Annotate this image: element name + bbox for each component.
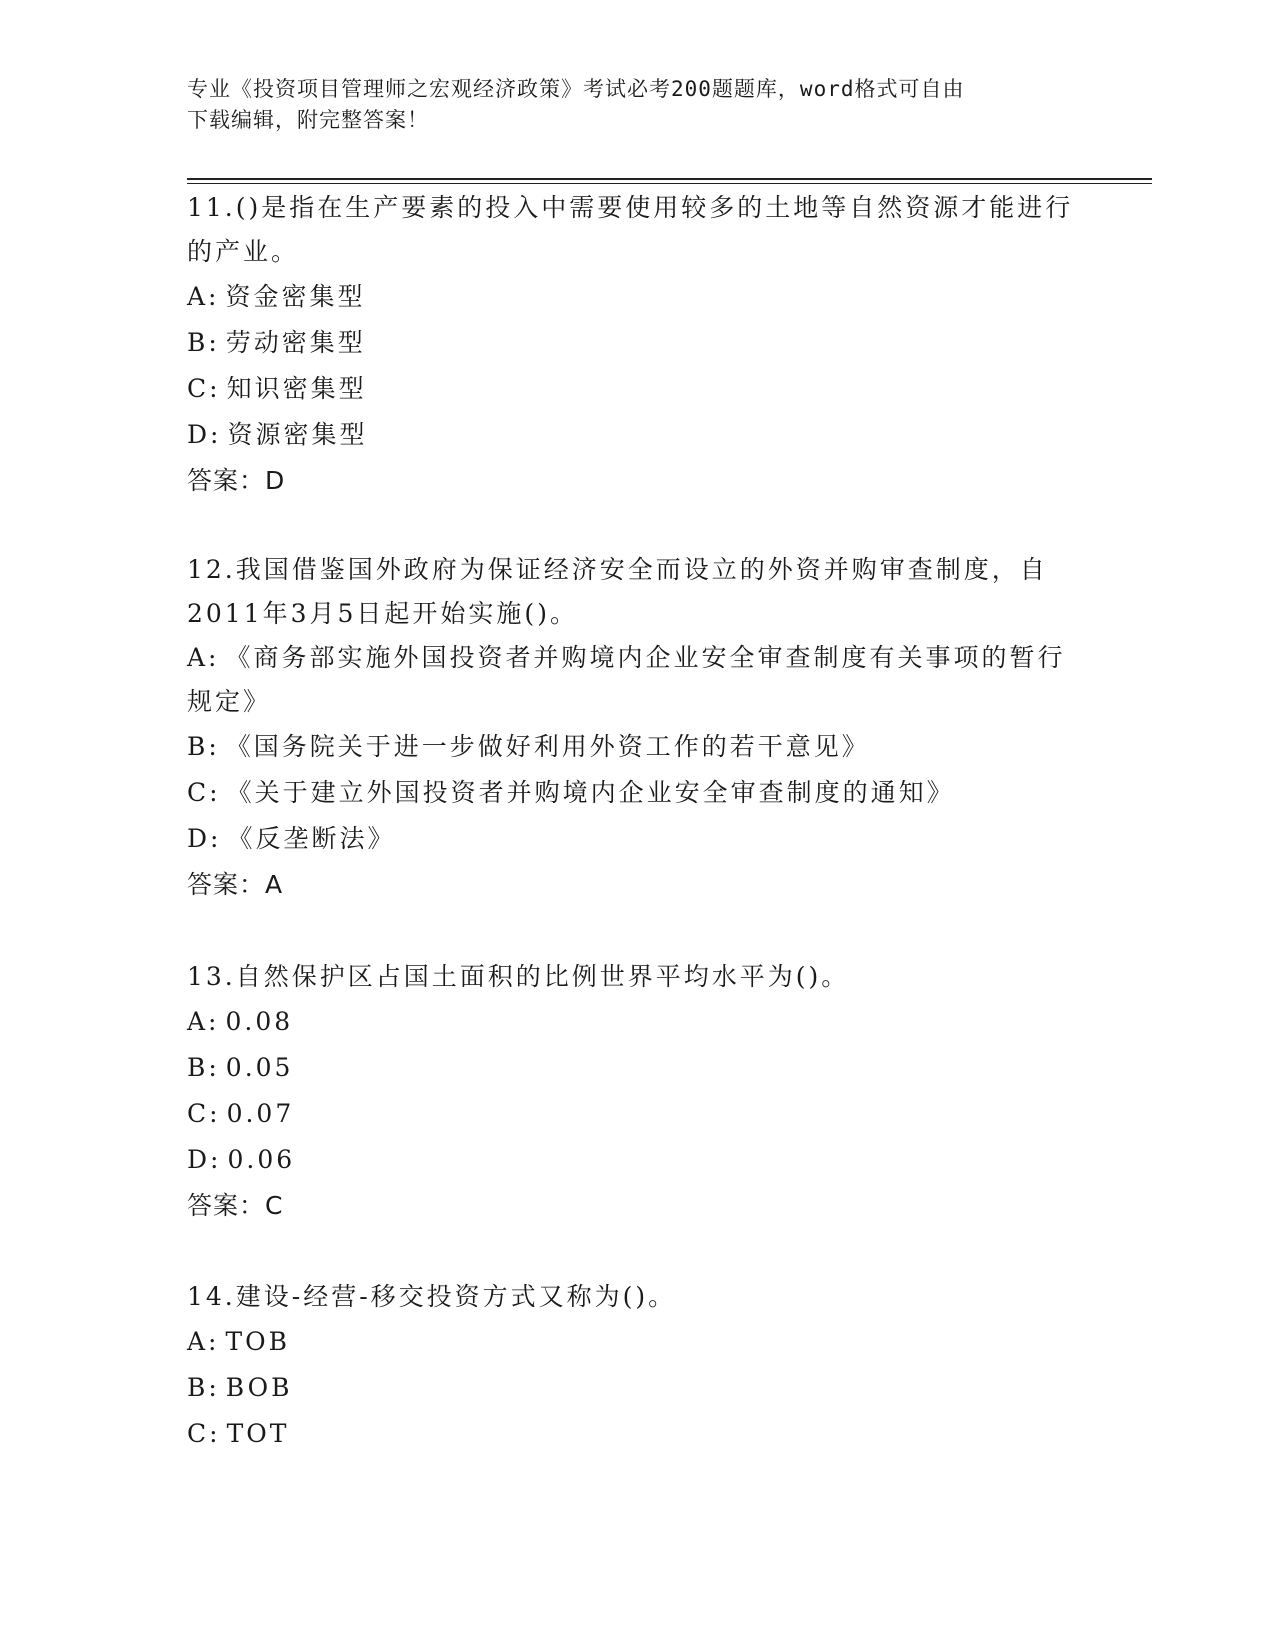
option-label: B: bbox=[187, 328, 220, 357]
option-c bbox=[187, 770, 1087, 816]
option-label: B: bbox=[187, 732, 220, 761]
option-text: 《关于建立外国投资者并购境内企业安全审查制度的通知》 bbox=[226, 778, 955, 807]
header-divider-bottom bbox=[187, 183, 1152, 184]
option-label: C: bbox=[187, 778, 221, 807]
option-c bbox=[187, 1411, 1087, 1457]
question-stem: 12.我国借鉴国外政府为保证经济安全而设立的外资并购审查制度，自2011年3月5日起开始实施()。 bbox=[187, 555, 1048, 628]
header-line-1: 专业《投资项目管理师之宏观经济政策》考试必考200题题库，word格式可自由 bbox=[187, 77, 965, 101]
option-b bbox=[187, 1365, 1087, 1411]
question-stem: 13.自然保护区占国土面积的比例世界平均水平为()。 bbox=[187, 962, 850, 991]
question-block bbox=[187, 955, 1087, 1229]
option-b bbox=[187, 1045, 1087, 1091]
option-label: A: bbox=[187, 1327, 220, 1356]
option-text: 0.05 bbox=[225, 1053, 294, 1082]
option-text: 知识密集型 bbox=[226, 374, 367, 403]
answer: 答案：D bbox=[187, 466, 286, 495]
option-text: TOT bbox=[226, 1419, 290, 1448]
option-label: D: bbox=[187, 420, 222, 449]
option-label: D: bbox=[187, 824, 222, 853]
option-d bbox=[187, 412, 1087, 458]
option-d bbox=[187, 1137, 1087, 1183]
option-text: 《国务院关于进一步做好利用外资工作的若干意见》 bbox=[225, 732, 870, 761]
option-a bbox=[187, 274, 1087, 320]
question-block bbox=[187, 186, 1087, 504]
question-block bbox=[187, 548, 1087, 908]
header-divider-top bbox=[187, 178, 1152, 180]
option-b bbox=[187, 320, 1087, 366]
header-line-2: 下载编辑，附完整答案！ bbox=[187, 108, 429, 132]
option-text: 0.08 bbox=[225, 1007, 294, 1036]
document-header bbox=[187, 74, 1087, 136]
option-label: A: bbox=[187, 1007, 220, 1036]
option-text: 0.07 bbox=[226, 1099, 295, 1128]
option-text: 《反垄断法》 bbox=[227, 824, 396, 853]
option-label: C: bbox=[187, 374, 221, 403]
option-a bbox=[187, 1319, 1087, 1365]
option-a bbox=[187, 999, 1087, 1045]
option-text: 资金密集型 bbox=[225, 282, 366, 311]
question-stem: 14.建设-经营-移交投资方式又称为()。 bbox=[187, 1282, 677, 1311]
option-c bbox=[187, 366, 1087, 412]
question-block bbox=[187, 1275, 1087, 1457]
option-c bbox=[187, 1091, 1087, 1137]
option-a bbox=[187, 636, 1087, 724]
option-text: 《商务部实施外国投资者并购境内企业安全审查制度有关事项的暂行规定》 bbox=[187, 643, 1066, 716]
option-label: C: bbox=[187, 1419, 221, 1448]
option-text: 劳动密集型 bbox=[225, 328, 366, 357]
option-label: B: bbox=[187, 1053, 220, 1082]
option-text: TOB bbox=[225, 1327, 291, 1356]
option-text: BOB bbox=[225, 1373, 293, 1402]
option-text: 资源密集型 bbox=[227, 420, 368, 449]
answer: 答案：C bbox=[187, 1191, 284, 1220]
question-stem: 11.()是指在生产要素的投入中需要使用较多的土地等自然资源才能进行的产业。 bbox=[187, 193, 1074, 266]
option-label: C: bbox=[187, 1099, 221, 1128]
option-label: A: bbox=[187, 282, 220, 311]
answer: 答案：A bbox=[187, 870, 284, 899]
option-text: 0.06 bbox=[227, 1145, 296, 1174]
option-label: A: bbox=[187, 643, 220, 672]
option-label: D: bbox=[187, 1145, 222, 1174]
option-label: B: bbox=[187, 1373, 220, 1402]
option-b bbox=[187, 724, 1087, 770]
option-d bbox=[187, 816, 1087, 862]
